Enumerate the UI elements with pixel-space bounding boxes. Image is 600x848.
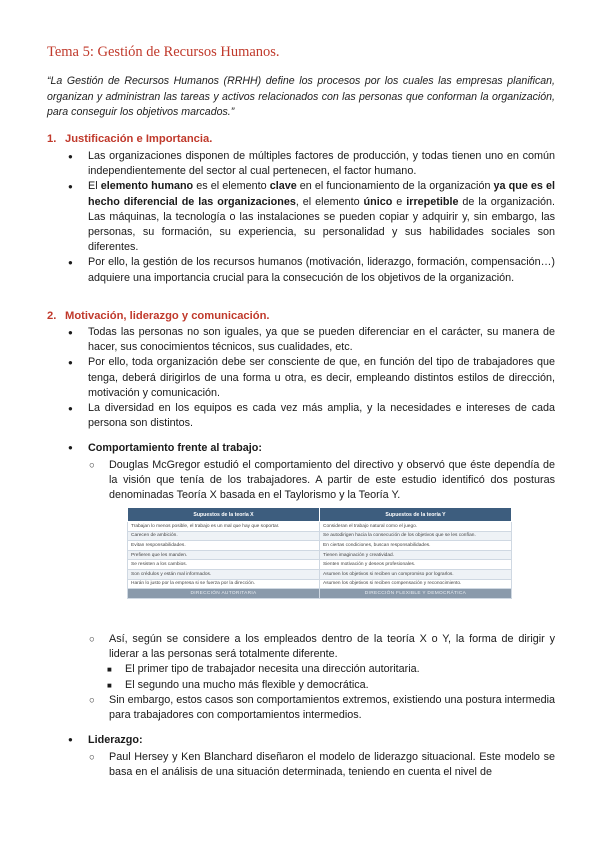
table-cell: Asumen los objetivos si reciben compensación y reconocimiento.: [320, 579, 512, 589]
list-item: ● Por ello, la gestión de los recursos humanos (motivación, liderazgo, formación, compensación…) adquiere una importancia crucial para la consecución de los objetivos de la organización.: [68, 255, 555, 285]
table-cell: Consideran el trabajo natural como el juego.: [320, 522, 512, 532]
document-title: Tema 5: Gestión de Recursos Humanos.: [47, 44, 280, 60]
table-cell: Harán lo justo por la empresa si se fuerza por la dirección.: [128, 579, 320, 589]
table-row: [128, 522, 512, 532]
table-cell: Son crédulos y están mal informados.: [128, 569, 320, 579]
section-heading-1: [47, 133, 212, 145]
list-item: ● La diversidad en los equipos es cada vez más amplia, y la necesidades e intereses de cada persona son distintos.: [68, 401, 555, 431]
table-cell: Asumen los objetivos si reciben un compromiso por lograrlos.: [320, 569, 512, 579]
list-item: ■ El segundo una mucho más flexible y democrática.: [107, 678, 555, 693]
behavior-heading: ● Comportamiento frente al trabajo:: [68, 442, 262, 454]
table-cell: Carecen de ambición.: [128, 531, 320, 541]
list-item: ○ Sin embargo, estos casos son comportamientos extremos, existiendo una postura intermedia para trabajadores con comportamientos intermedios.: [89, 693, 555, 723]
table-cell: DIRECCIÓN AUTORITARIA: [128, 589, 320, 599]
intro-quote: “La Gestión de Recursos Humanos (RRHH) define los procesos por los cuales las empresas planifican, organizan y administran las tareas y activos relacionados con las personas que conforman la organización, para conseguir los objetivos marcados.”: [47, 75, 555, 118]
table-row: [128, 560, 512, 570]
behavior-items: [89, 458, 555, 504]
table-cell: Evitan responsabilidades.: [128, 541, 320, 551]
table-cell: DIRECCIÓN FLEXIBLE Y DEMOCRÁTICA: [320, 589, 512, 599]
list-item: ● Todas las personas no son iguales, ya que se pueden diferenciar en el carácter, su manera de hacer, sus conocimientos técnicos, sus cualidades, etc.: [68, 325, 555, 355]
list-item: ■ El primer tipo de trabajador necesita una dirección autoritaria.: [107, 662, 555, 677]
section-title: Motivación, liderazgo y comunicación.: [65, 310, 270, 322]
section-heading-2: [47, 310, 270, 322]
section-number: 2.: [47, 310, 57, 322]
sub-bullets: [107, 662, 555, 692]
table-cell: Sienten motivación y deseos profesionales.: [320, 560, 512, 570]
list-item: ● Las organizaciones disponen de múltiples factores de producción, y todas tienen uno en común independientemente del sector al cual pertenecen, el factor humano.: [68, 149, 555, 179]
table-cell: Prefieren que les manden.: [128, 550, 320, 560]
table-row: [128, 569, 512, 579]
leadership-items: [89, 750, 555, 780]
behavior-items-continued: [89, 632, 555, 723]
table-cell: Tienen imaginación y creatividad.: [320, 550, 512, 560]
leadership-heading: ● Liderazgo:: [68, 734, 143, 746]
table-cell: Se autodirigen hacia la consecución de los objetivos que se les confían.: [320, 531, 512, 541]
table-cell: Se resisten a los cambios.: [128, 560, 320, 570]
list-item: ● Por ello, toda organización debe ser consciente de que, en función del tipo de trabajadores que tenga, deberá dirigirlos de una forma u otra, es decir, empleando distintos estilos de dirección, motivación y comunicación.: [68, 355, 555, 401]
section2-bullets: [68, 325, 555, 431]
list-item: ○ Paul Hersey y Ken Blanchard diseñaron el modelo de liderazgo situacional. Este modelo se basa en el análisis de una situación determinada, teniendo en cuenta el nivel de: [89, 750, 555, 780]
table-header: Supuestos de la teoría X: [128, 508, 320, 522]
table-row: [128, 541, 512, 551]
table-cell: En ciertas condiciones, buscan responsabilidades.: [320, 541, 512, 551]
list-item: ○ Así, según se considere a los empleados dentro de la teoría X o Y, la forma de dirigir y liderar a las personas será totalmente diferente. ■ El primer tipo de trabajador necesita una dirección autoritaria. ■ El segundo una mucho más flexible y democrática.: [89, 632, 555, 693]
section-number: 1.: [47, 133, 57, 145]
section-title: Justificación e Importancia.: [65, 133, 213, 145]
table-row: [128, 531, 512, 541]
table-header: Supuestos de la teoría Y: [320, 508, 512, 522]
table-row: [128, 579, 512, 589]
list-item: ○ Douglas McGregor estudió el comportamiento del directivo y observó que éste dependía de la visión que tenía de los trabajadores. A partir de este estudio identificó dos posturas denominadas Teoría X basada en el Taylorismo y la Teoría Y.: [89, 458, 555, 504]
table-footer-row: [128, 589, 512, 599]
table-row: [128, 550, 512, 560]
theory-xy-table: [127, 507, 512, 599]
table-cell: Trabajan lo menos posible, el trabajo es un mal que hay que soportar.: [128, 522, 320, 532]
list-item: ● El elemento humano es el elemento clave en el funcionamiento de la organización ya que es el hecho diferencial de las organizaciones, el elemento único e irrepetible de la organización. Las máquinas, la tecnología o las instalaciones se pueden copiar y adquirir y, sin embargo, las personas, su formación, su experiencia, su personalidad y sus habilidades sociales son diferentes.: [68, 179, 555, 255]
section1-bullets: [68, 149, 555, 286]
